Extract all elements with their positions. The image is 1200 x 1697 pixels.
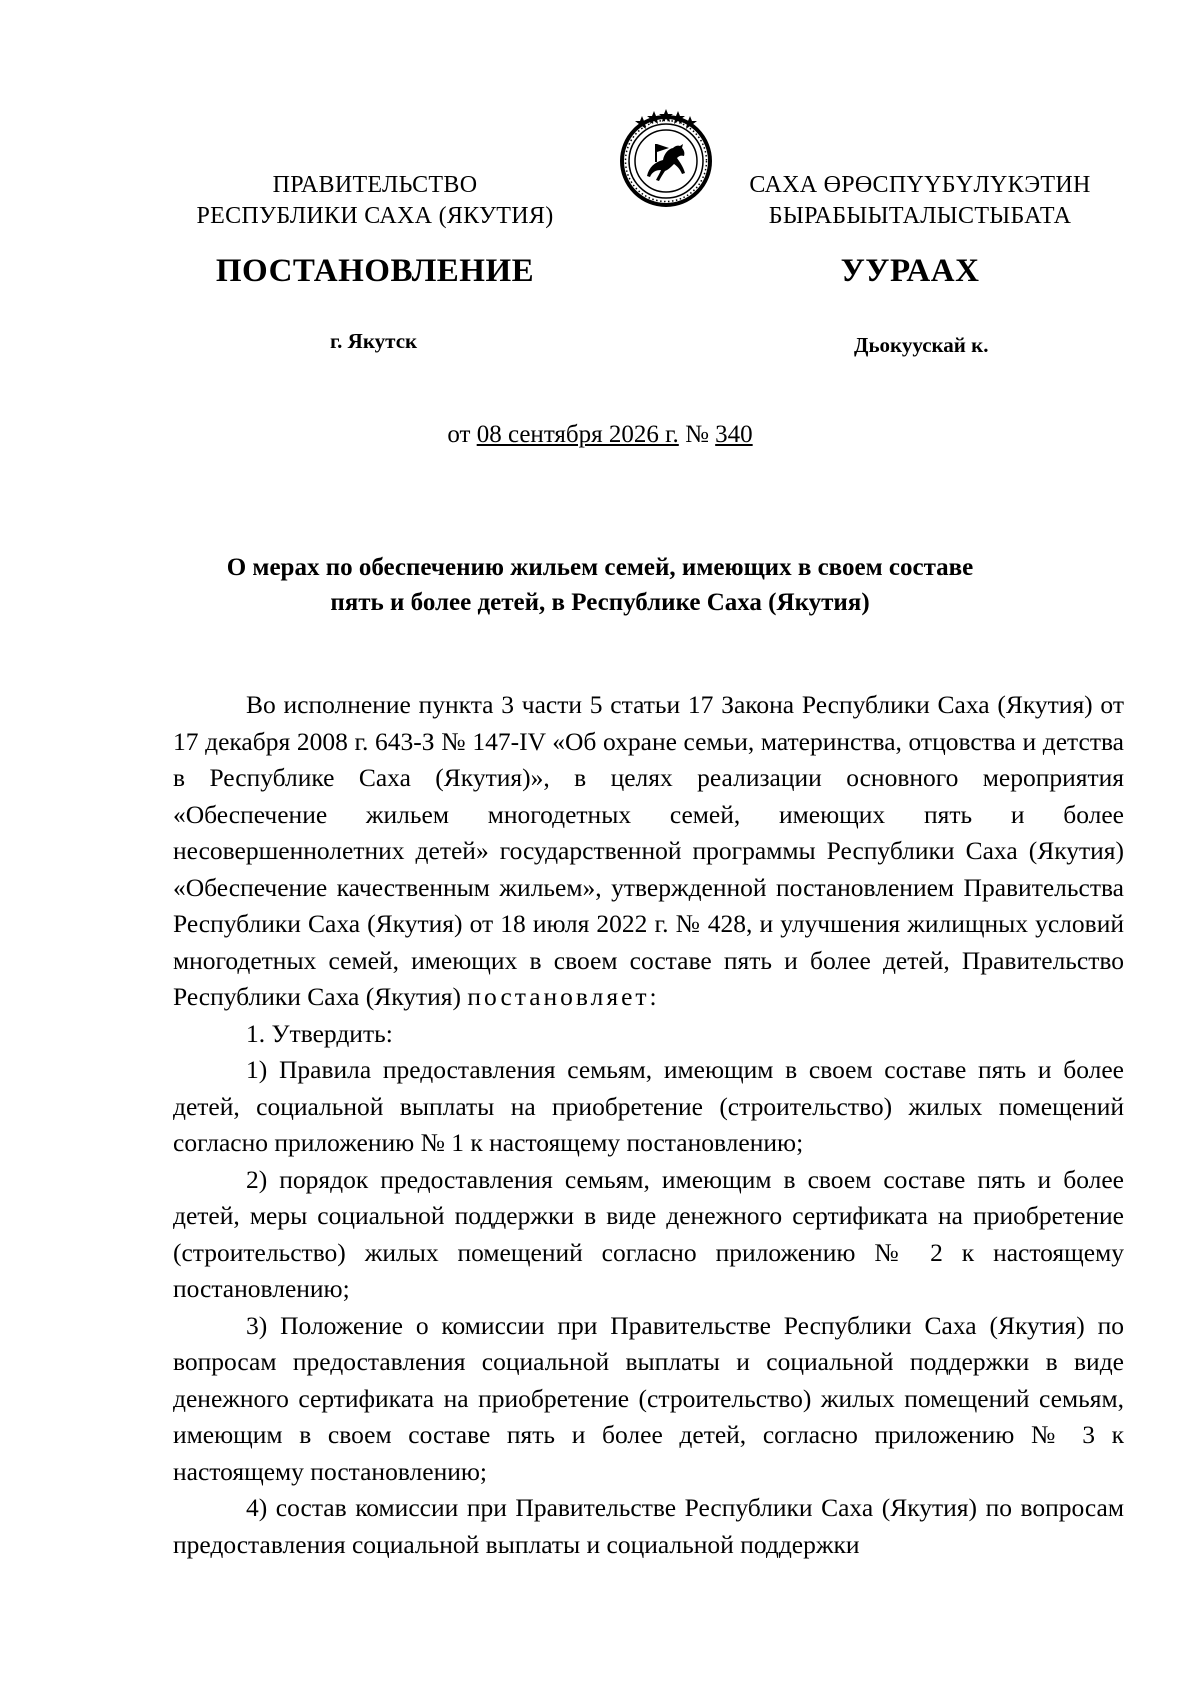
document-date-number bbox=[0, 421, 1200, 449]
city-russian: г. Якутск bbox=[330, 329, 418, 353]
document-title bbox=[150, 550, 1050, 620]
government-name-russian bbox=[190, 170, 560, 232]
coat-of-arms-emblem bbox=[611, 104, 721, 214]
title-line2: пять и более детей, в Республике Саха (Якутия) bbox=[330, 589, 870, 616]
document-body bbox=[173, 687, 1124, 1563]
government-name-line1: ПРАВИТЕЛЬСТВО bbox=[272, 172, 478, 198]
document-type-sakha: УУРААХ bbox=[840, 253, 980, 289]
preamble-paragraph bbox=[173, 687, 1124, 1016]
number-sign: № bbox=[685, 421, 709, 448]
document-type-russian: ПОСТАНОВЛЕНИЕ bbox=[215, 253, 535, 289]
government-name-sakha-line2: БЫРАБЫЫТАЛЫСТЫБАТА bbox=[768, 203, 1072, 229]
subitem-4: 4) состав комиссии при Правительстве Республики Саха (Якутия) по вопросам предоставления социальной выплаты и социальной поддержки bbox=[173, 1493, 1124, 1559]
document-number: 340 bbox=[715, 421, 753, 448]
government-name-line2: РЕСПУБЛИКИ САХА (ЯКУТИЯ) bbox=[196, 203, 554, 229]
date-prefix: от bbox=[447, 421, 471, 448]
preamble-text: Во исполнение пункта 3 части 5 статьи 17 Закона Республики Саха (Якутия) от 17 декабря 2008 г. 643-З № 147-IV «Об охране семьи, материнства, отцовства и детства в Республике Саха (Якутия)», в целях реализации основного мероприятия «Обеспечение жильем многодетных семей, имеющих пять и более несовершеннолетних детей» государственной программы Республики Саха (Якутия) «Обеспечение качественным жильем», утвержденной постановлением Правительства Республики Саха (Якутия) от 18 июля 2022 г. № 428, и улучшения жилищных условий многодетных семей, имеющих в своем составе пять и более детей, Правительство Республики Саха (Якутия) bbox=[173, 690, 1124, 1011]
document-date: 08 сентября 2026 г. bbox=[476, 421, 679, 448]
subitem-3: 3) Положение о комиссии при Правительстве Республики Саха (Якутия) по вопросам предоставления социальной выплаты и социальной поддержки в виде денежного сертификата на приобретение (строительство) жилых помещений семьям, имеющим в своем составе пять и более детей, согласно приложению № 3 к настоящему постановлению; bbox=[173, 1310, 1124, 1486]
subitem-2: 2) порядок предоставления семьям, имеющим в своем составе пять и более детей, меры социальной поддержки в виде денежного сертификата на приобретение (строительство) жилых помещений согласно приложению № 2 к настоящему постановлению; bbox=[173, 1164, 1124, 1303]
city-sakha: Дьокуускай к. bbox=[854, 333, 989, 357]
subitem-1: 1) Правила предоставления семьям, имеющим в своем составе пять и более детей, социальной выплаты на приобретение (строительство) жилых помещений согласно приложению № 1 к настоящему постановлению; bbox=[173, 1055, 1124, 1157]
item-1: 1. Утвердить: bbox=[246, 1018, 393, 1048]
title-line1: О мерах по обеспечению жильем семей, имеющих в своем составе bbox=[226, 554, 974, 581]
government-name-sakha bbox=[740, 170, 1100, 232]
government-name-sakha-line1: САХА ӨРӨСПҮҮБҮЛҮКЭТИН bbox=[749, 172, 1091, 198]
resolves-word: постановляет: bbox=[467, 982, 660, 1011]
